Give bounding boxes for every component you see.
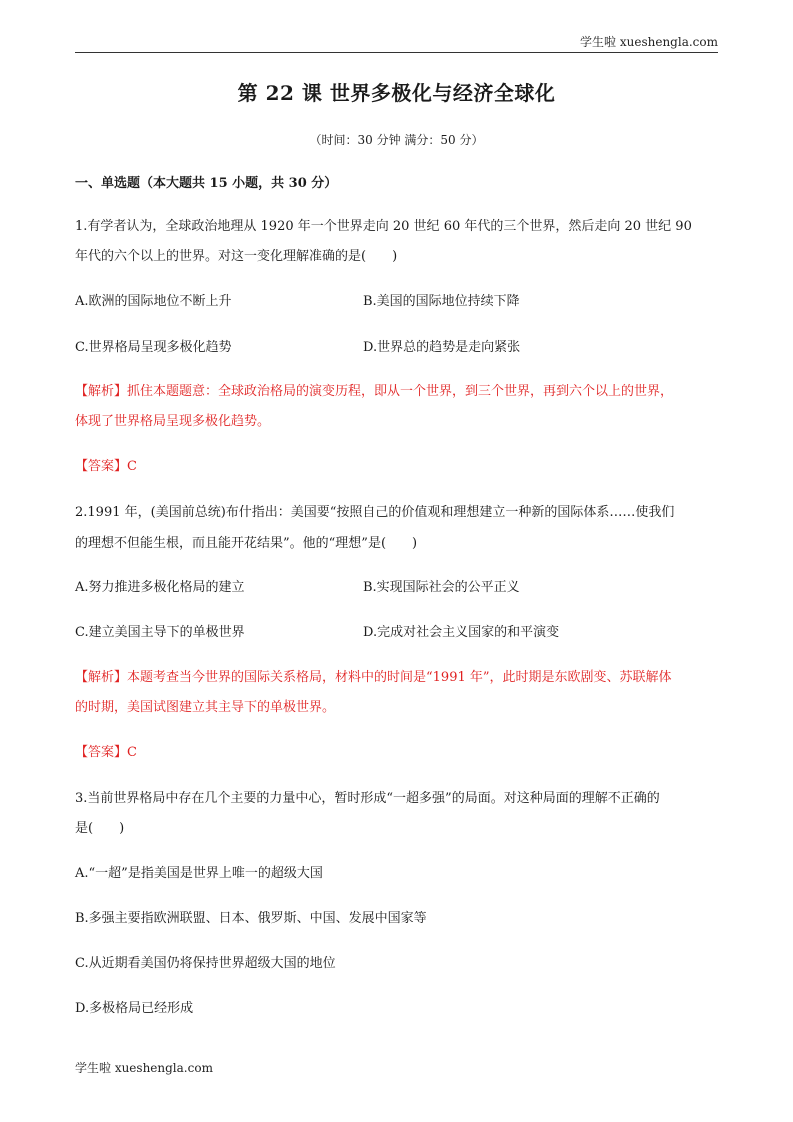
analysis-line: 【解析】抓住本题题意：全球政治格局的演变历程，即从一个世界，到三个世界，再到六个以上的世界， <box>75 384 674 399</box>
exam-time-score: （时间：30 分钟 满分：50 分） <box>309 133 484 147</box>
option-d: D.完成对社会主义国家的和平演变 <box>363 625 560 640</box>
analysis-line: 的时期，美国试图建立其主导下的单极世界。 <box>75 700 336 715</box>
question-stem-line: 的理想不但能生根，而且能开花结果”。他的“理想”是( ) <box>75 536 418 551</box>
option-b: B.实现国际社会的公平正义 <box>363 580 520 595</box>
answer-label: 【答案】C <box>75 459 137 474</box>
header-site-label: 学生啦 xueshengla.com <box>580 35 718 49</box>
question-stem-line: 是( ) <box>75 821 125 836</box>
option-b: B.多强主要指欧洲联盟、日本、俄罗斯、中国、发展中国家等 <box>75 911 427 926</box>
option-a: A.欧洲的国际地位不断上升 <box>75 294 232 309</box>
option-a: A.努力推进多极化格局的建立 <box>75 580 245 595</box>
analysis-line: 体现了世界格局呈现多极化趋势。 <box>75 414 271 429</box>
option-c: C.从近期看美国仍将保持世界超级大国的地位 <box>75 956 336 971</box>
option-c: C.世界格局呈现多极化趋势 <box>75 340 232 355</box>
question-stem-line: 3.当前世界格局中存在几个主要的力量中心，暂时形成“一超多强”的局面。对这种局面的理解不正确的 <box>75 791 660 806</box>
option-a: A.“一超”是指美国是世界上唯一的超级大国 <box>75 866 323 881</box>
question-stem-line: 2.1991 年，(美国前总统)布什指出：美国要“按照自己的价值观和理想建立一种新的国际体系……使我们 <box>75 505 675 520</box>
section-heading: 一、单选题（本大题共 15 小题，共 30 分） <box>75 176 338 191</box>
answer-label: 【答案】C <box>75 745 137 760</box>
option-d: D.世界总的趋势是走向紧张 <box>363 340 521 355</box>
page-title: 第 22 课 世界多极化与经济全球化 <box>237 81 556 105</box>
option-d: D.多极格局已经形成 <box>75 1001 194 1016</box>
question-stem-line: 1.有学者认为，全球政治地理从 1920 年一个世界走向 20 世纪 60 年代的三个世界，然后走向 20 世纪 90 <box>75 219 692 234</box>
option-b: B.美国的国际地位持续下降 <box>363 294 520 309</box>
analysis-line: 【解析】本题考查当今世界的国际关系格局，材料中的时间是“1991 年”，此时期是东欧剧变、苏联解体 <box>75 670 672 685</box>
footer-site-label: 学生啦 xueshengla.com <box>75 1061 213 1075</box>
header-divider <box>75 52 718 53</box>
option-c: C.建立美国主导下的单极世界 <box>75 625 245 640</box>
question-stem-line: 年代的六个以上的世界。对这一变化理解准确的是( ) <box>75 249 398 264</box>
